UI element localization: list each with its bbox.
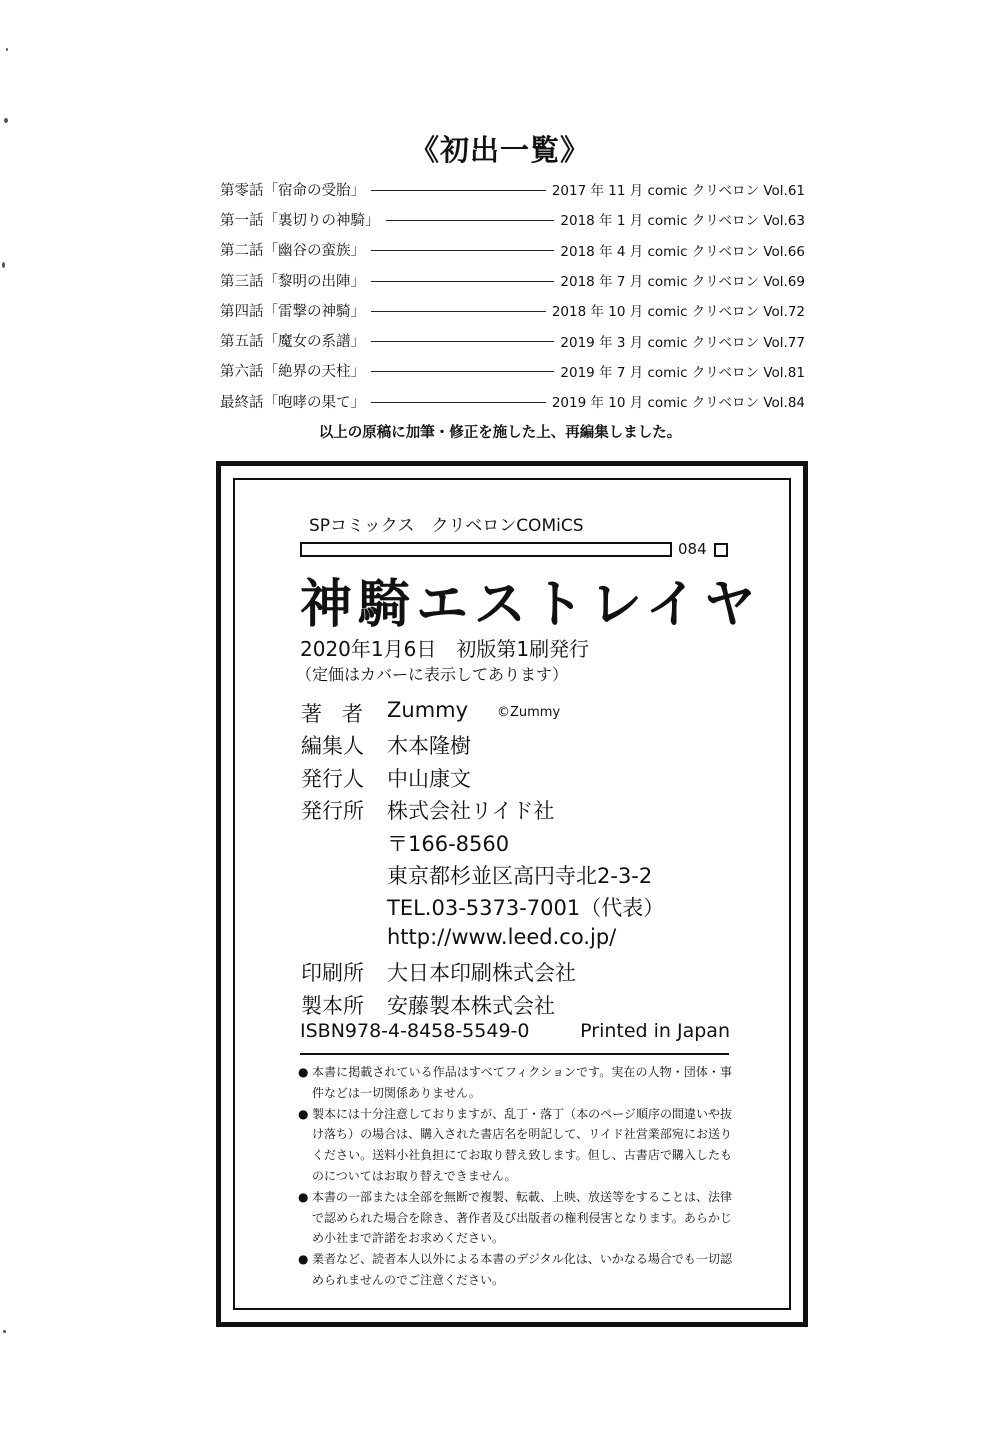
revision-note: 以上の原稿に加筆・修正を施した上、再編集しました。	[318, 425, 682, 441]
notice-text: 本書の一部または全部を無断で複製、転載、上映、放送等をすることは、法律で認められた場合を除き、著作者及び出版者の権利侵害となります。あらかじめ小社まで許諾をお求めください。	[312, 1189, 733, 1246]
notice-text: 業者など、読者本人以外による本書のデジタル化は、いかなる場合でも一切認められませんのでご注意ください。	[312, 1252, 732, 1287]
credit-value: 東京都杉並区高円寺北2-3-2	[387, 863, 653, 888]
credit-role: 製本所	[301, 993, 364, 1018]
legal-notice	[298, 1104, 732, 1187]
chapter-source: 2017 年 11 月 comic クリベロン Vol.61	[551, 183, 805, 200]
printed-in: Printed in Japan	[580, 1020, 730, 1042]
chapter-title: 最終話「咆哮の果て」	[220, 394, 365, 411]
scan-speck	[4, 118, 8, 123]
price-note: （定価はカバーに表示してあります）	[296, 665, 569, 684]
credit-publisher	[301, 795, 741, 827]
credit-value: 中山康文	[387, 766, 471, 791]
publication-date: 2020年1月6日 初版第1刷発行	[300, 637, 590, 661]
chapter-title: 第三話「黎明の出陣」	[220, 273, 365, 290]
first-appearance-heading: 《初出一覧》	[409, 133, 590, 167]
chapter-source: 2019 年 3 月 comic クリベロン Vol.77	[560, 334, 805, 351]
credit-role: 編集人	[301, 734, 364, 759]
legal-notices	[298, 1062, 732, 1291]
list-item	[220, 235, 805, 265]
credit-value: http://www.leed.co.jp/	[387, 924, 617, 949]
bullet-icon: ●	[298, 1106, 309, 1121]
scan-speck	[6, 48, 8, 51]
chapter-source: 2018 年 4 月 comic クリベロン Vol.66	[560, 243, 805, 260]
chapter-source: 2018 年 1 月 comic クリベロン Vol.63	[560, 213, 805, 230]
credit-role: 著者	[301, 702, 383, 726]
scan-speck	[2, 262, 5, 268]
chapter-title: 第六話「絶界の天柱」	[220, 364, 365, 381]
leader-line	[371, 281, 554, 282]
publisher-address	[301, 860, 741, 892]
legal-notice	[298, 1249, 732, 1291]
book-title: 神騎エストレイヤ	[300, 575, 762, 635]
publisher-postcode	[301, 828, 741, 860]
bullet-icon: ●	[298, 1252, 309, 1267]
chapter-source: 2019 年 7 月 comic クリベロン Vol.81	[560, 364, 805, 381]
list-item	[220, 325, 805, 355]
list-item	[220, 265, 805, 295]
list-item	[220, 174, 805, 204]
chapter-source: 2018 年 10 月 comic クリベロン Vol.72	[551, 304, 805, 321]
legal-notice	[298, 1187, 732, 1249]
credit-role: 発行所	[301, 799, 364, 824]
credits-list	[301, 698, 741, 1022]
notice-text: 本書に掲載されている作品はすべてフィクションです。実在の人物・団体・事件などは一切関係ありません。	[312, 1065, 732, 1100]
chapter-title: 第零話「宿命の受胎」	[220, 182, 365, 199]
isbn: ISBN978-4-8458-5549-0	[300, 1020, 530, 1042]
credit-value: 大日本印刷株式会社	[387, 961, 576, 986]
credit-binder	[301, 990, 741, 1022]
list-item	[220, 204, 805, 234]
chapter-title: 第一話「裏切りの神騎」	[220, 212, 380, 229]
copyright-mark: ©Zummy	[497, 705, 561, 720]
bullet-icon: ●	[298, 1189, 309, 1204]
publisher-website	[301, 925, 741, 957]
credit-author	[301, 698, 741, 730]
list-item	[220, 295, 805, 325]
chapter-title: 第四話「雷撃の神騎」	[220, 303, 365, 320]
credit-value: 木本隆樹	[387, 734, 471, 759]
leader-line	[386, 220, 555, 221]
notice-text: 製本には十分注意しておりますが、乱丁・落丁（本のページ順序の間違いや抜け落ち）の場合は、購入された書店名を明記して、リイド社営業部宛にお送りください。送料小社負担にてお取り替え致します。但し、古書店で購入したものについてはお取り替えできません。	[312, 1106, 732, 1183]
list-item	[220, 356, 805, 386]
chapter-source: 2019 年 10 月 comic クリベロン Vol.84	[551, 395, 805, 412]
credit-value: 安藤製本株式会社	[387, 993, 555, 1018]
credit-value: 株式会社リイド社	[387, 799, 555, 824]
first-appearance-list	[220, 174, 805, 416]
leader-line	[371, 190, 546, 191]
credit-publisher-person	[301, 763, 741, 795]
leader-line	[371, 371, 554, 372]
leader-line	[371, 311, 546, 312]
spine-bar	[300, 542, 672, 557]
credit-value: TEL.03-5373-7001（代表）	[387, 896, 665, 921]
credit-role: 発行人	[301, 766, 364, 791]
publisher-phone	[301, 892, 741, 924]
scan-speck	[3, 1330, 6, 1333]
leader-line	[371, 250, 554, 251]
credit-value: 〒166-8560	[387, 831, 510, 856]
bullet-icon: ●	[298, 1065, 309, 1079]
chapter-title: 第二話「幽谷の蛮族」	[220, 243, 365, 260]
credit-role: 印刷所	[301, 961, 364, 986]
imprint-label: SPコミックス クリベロンCOMiCS	[309, 516, 584, 536]
leader-line	[371, 402, 546, 403]
isbn-row	[300, 1020, 730, 1042]
chapter-source: 2018 年 7 月 comic クリベロン Vol.69	[560, 274, 805, 291]
credit-printer	[301, 957, 741, 989]
divider	[300, 1053, 729, 1055]
serial-number: 084	[678, 540, 707, 558]
leader-line	[371, 341, 554, 342]
serial-checkbox	[714, 543, 728, 557]
chapter-title: 第五話「魔女の系譜」	[220, 334, 365, 351]
credit-value: Zummy	[387, 698, 469, 722]
legal-notice	[298, 1062, 732, 1104]
credit-editor	[301, 730, 741, 762]
list-item	[220, 386, 805, 416]
